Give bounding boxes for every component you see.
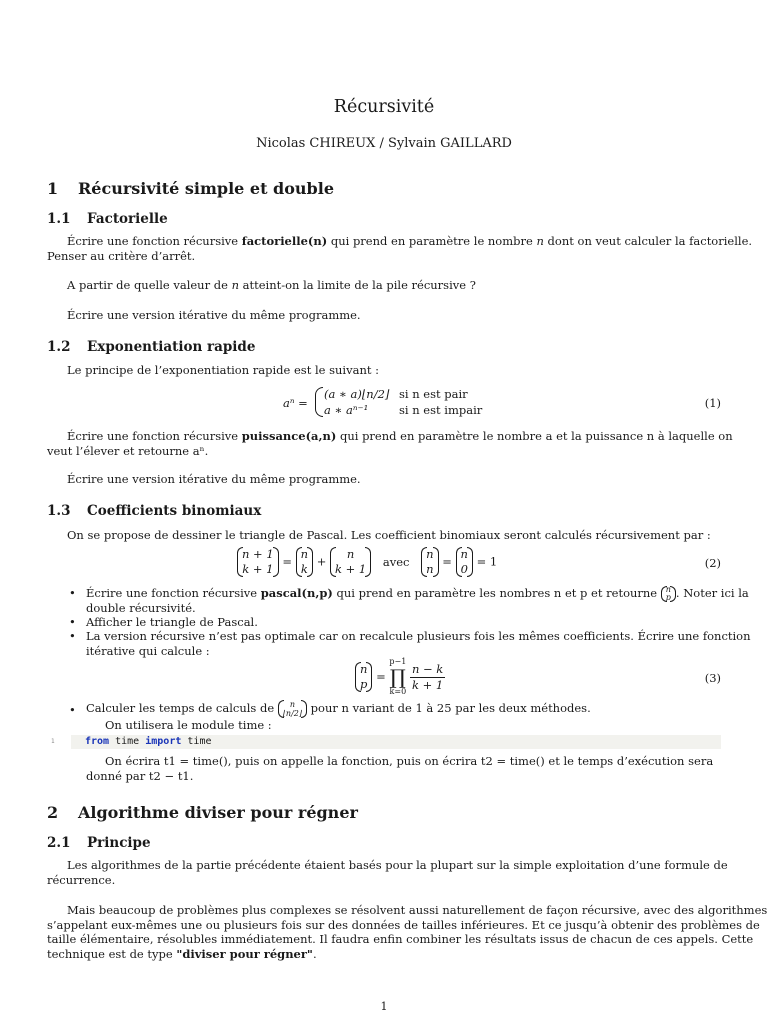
binom-top: n: [665, 585, 671, 594]
list-item: Afficher le triangle de Pascal.: [86, 615, 258, 629]
paragraph-line: récurrence.: [47, 873, 116, 887]
list-item-line: double récursivité.: [86, 601, 196, 615]
subsection-title: Coefficients binomiaux: [87, 503, 262, 519]
code-module: time: [115, 736, 140, 747]
subsection-title: Exponentiation rapide: [87, 339, 256, 355]
equation-case: a ∗ aⁿ⁻¹: [324, 403, 369, 417]
code-keyword: from: [85, 736, 110, 747]
bullet-icon: •: [69, 586, 76, 600]
binomial: [421, 547, 438, 577]
line-number: 1: [51, 738, 55, 745]
emphasis: "diviser pour régner": [176, 947, 313, 961]
subsection-2-1-heading: [47, 834, 151, 852]
equation-3: n p = p−1 ∏ k=0 $\frac{n - k}{k + 1}$: [355, 657, 445, 697]
subsection-title: Principe: [87, 835, 151, 851]
paragraph-line: Écrire une version itérative du même programme.: [67, 472, 361, 486]
text: Écrire une fonction récursive: [67, 234, 242, 248]
equation-number: (3): [704, 671, 721, 685]
binom-top: n: [300, 547, 309, 561]
equation-case: (a ∗ a)⌊n/2⌋: [324, 387, 390, 401]
paragraph-line: taille élémentaire, résolubles immédiatement. Il faudra enfin combiner les résultats issus de chacun de ces appels. Cette: [47, 932, 754, 946]
paragraph-line: [67, 278, 476, 293]
paragraph-line: Mais beaucoup de problèmes plus complexes se résolvent aussi naturellement de façon récursive, avec des algorithmes: [67, 903, 768, 917]
subsection-number: 1.3: [47, 503, 71, 519]
subsection-number: 2.1: [47, 835, 71, 851]
paragraph-line: [47, 947, 317, 962]
equation-condition: si n est pair: [399, 387, 468, 401]
math-var: n: [231, 278, 239, 292]
paragraph-line: [67, 234, 752, 249]
product-symbol: ∏: [389, 665, 406, 689]
paragraph-line: Le principe de l’exponentiation rapide est le suivant :: [67, 363, 380, 377]
list-item: [86, 700, 591, 718]
text: = 1: [476, 554, 498, 569]
section-1-heading: [47, 179, 334, 199]
paragraph-line: Écrire une version itérative du même programme.: [67, 308, 361, 322]
binomial: [237, 547, 279, 577]
subsection-1-3-heading: [47, 502, 261, 520]
text: Calculer les temps de calculs de: [86, 701, 275, 715]
fraction: [410, 662, 445, 693]
section-title: Récursivité simple et double: [78, 179, 334, 198]
binom-top: n + 1: [242, 547, 274, 561]
equation-number: (1): [704, 396, 721, 410]
text: .: [312, 947, 317, 961]
binomial: [456, 547, 473, 577]
text: qui prend en paramètre le nombre: [327, 234, 537, 248]
paragraph-line: donné par t2 − t1.: [86, 769, 194, 783]
document-title: Récursivité: [333, 97, 435, 117]
binomial: [278, 700, 307, 718]
function-name: factorielle(n): [241, 234, 328, 248]
binomial: [330, 547, 371, 577]
section-number: 1: [47, 179, 59, 198]
binom-bottom: p: [360, 677, 368, 691]
subsection-number: 1.1: [47, 211, 71, 227]
equation-2: n + 1 k + 1 = n k + n k + 1 avec n n = n 0 = 1: [237, 547, 497, 577]
document-authors: Nicolas CHIREUX / Sylvain GAILLARD: [256, 136, 512, 151]
section-title: Algorithme diviser pour régner: [78, 803, 358, 822]
bullet-icon: •: [69, 615, 76, 629]
text: technique est de type: [47, 947, 177, 961]
binom-bottom: k: [300, 562, 308, 576]
equation-number: (2): [704, 556, 721, 570]
binom-top: n: [360, 662, 368, 676]
paragraph-line: s’appelant eux-mêmes une ou plusieurs fois sur des données de tailles inférieures. Et ce jusqu’à obtenir des problèmes de: [47, 918, 760, 932]
list-item: [86, 586, 749, 602]
function-name: pascal(n,p): [260, 586, 333, 600]
paragraph-line: [67, 429, 733, 444]
binomial: [661, 586, 676, 602]
binomial: [355, 662, 372, 692]
text: qui prend en paramètre le nombre a et la puissance n à laquelle on: [336, 429, 733, 443]
subsection-number: 1.2: [47, 339, 71, 355]
paragraph-line: Les algorithmes de la partie précédente étaient basés pour la plupart sur la simple exploitation d’une formule de: [67, 858, 728, 872]
page-number: 1: [380, 1000, 388, 1013]
text: Écrire une fonction récursive: [67, 429, 242, 443]
text: qui prend en paramètre les nombres n et p et retourne: [332, 586, 658, 600]
bullet-icon: •: [69, 703, 76, 717]
binom-bottom: 0: [460, 562, 468, 576]
function-name: puissance(a,n): [241, 429, 337, 443]
numerator: n − k: [411, 661, 444, 676]
equation-lhs: aⁿ =: [283, 396, 308, 410]
denominator: k + 1: [412, 677, 444, 692]
binom-bottom: k + 1: [335, 562, 367, 576]
text: avec: [382, 554, 410, 569]
code-block: [51, 735, 721, 749]
list-item-line: On utilisera le module time :: [105, 718, 272, 732]
math-var: n: [536, 234, 544, 248]
subsection-1-2-heading: [47, 338, 255, 356]
binomial: [296, 547, 313, 577]
text: pour n variant de 1 à 25 par les deux méthodes.: [310, 701, 591, 715]
paragraph-line: Penser au critère d’arrêt.: [47, 249, 196, 263]
paragraph-line: On se propose de dessiner le triangle de Pascal. Les coefficient binomiaux seront calculés récursivement par :: [67, 528, 711, 542]
binom-top: n: [346, 547, 355, 561]
text: Écrire une fonction récursive: [86, 586, 261, 600]
binom-top: n: [426, 547, 434, 561]
binom-bottom: k + 1: [242, 562, 274, 576]
list-item: La version récursive n’est pas optimale car on recalcule plusieurs fois les mêmes coefficients. Écrire une fonction: [86, 629, 751, 643]
code-keyword: import: [145, 736, 182, 747]
paragraph-line: On écrira t1 = time(), puis on appelle la fonction, puis on écrira t2 = time() et le temps d’exécution sera: [105, 754, 714, 768]
text: . Noter ici la: [675, 586, 749, 600]
binom-bottom: ⌊n/2⌋: [282, 709, 302, 718]
text: A partir de quelle valeur de: [67, 278, 232, 292]
product-upper: p−1: [389, 657, 407, 666]
binom-bottom: n: [426, 562, 434, 576]
document-page: [47, 0, 768, 1024]
subsection-1-1-heading: [47, 210, 168, 228]
text: dont on veut calculer la factorielle.: [543, 234, 753, 248]
equation-condition: si n est impair: [399, 403, 483, 417]
binom-top: n: [460, 547, 468, 561]
subsection-title: Factorielle: [87, 211, 168, 227]
section-2-heading: [47, 803, 358, 823]
product-lower: k=0: [389, 687, 407, 696]
binom-top: n: [289, 700, 295, 709]
bullet-icon: •: [69, 629, 76, 643]
code-name: time: [187, 736, 212, 747]
text: atteint-on la limite de la pile récursive ?: [238, 278, 476, 292]
paragraph-line: veut l’élever et retourne aⁿ.: [47, 444, 209, 458]
binom-bottom: p: [665, 593, 671, 602]
list-item-line: itérative qui calcule :: [86, 644, 210, 658]
product-operator: [389, 657, 406, 697]
section-number: 2: [47, 803, 59, 822]
brace-symbol: [315, 387, 323, 417]
